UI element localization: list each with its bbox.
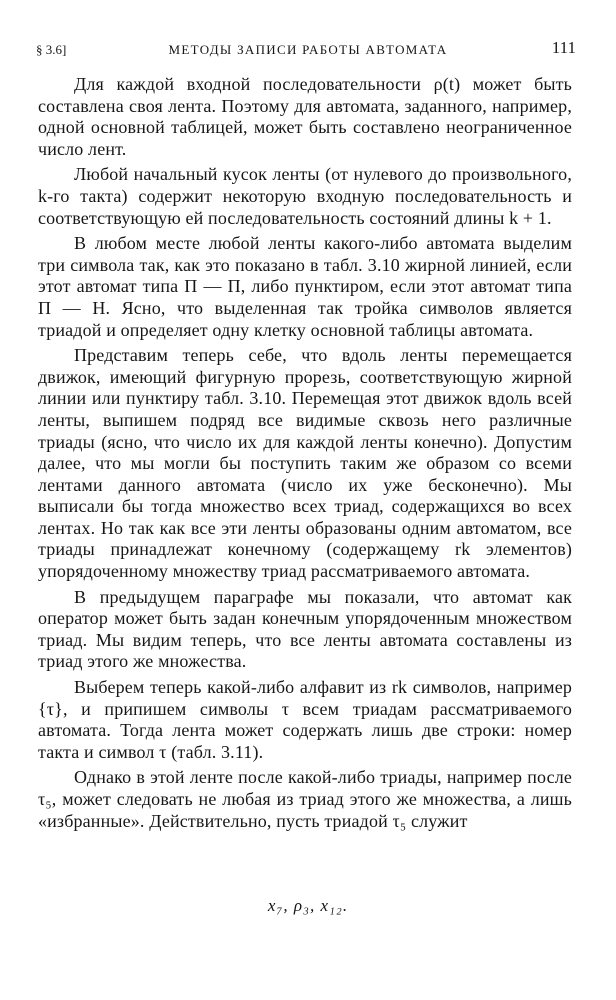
- section-number: § 3.6]: [36, 42, 67, 57]
- display-formula: x₇, ρ₃, x₁₂.: [267, 896, 349, 915]
- running-title: МЕТОДЫ ЗАПИСИ РАБОТЫ АВТОМАТА: [168, 42, 448, 57]
- paragraph-3: В любом месте любой ленты какого-либо автомата выделим три символа так, как это показано в табл. 3.10 жирной линией, если этот автомат типа П — П, либо пунктиром, если этот автомат типа П — Н. Ясно, что выделенная так тройка символов является триадой и определяет одну клетку основной таблицы автомата.: [38, 233, 572, 340]
- paragraph-4: Представим теперь себе, что вдоль ленты перемещается движок, имеющий фигурную прорезь, соответствующую жирной линии или пунктиру табл. 3.10. Перемещая этот движок вдоль всей ленты, выпишем подряд все видимые сквозь него различные триады (ясно, что число их для каждой ленты конечно). Допустим далее, что мы могли бы поступить таким же образом со всеми лентами данного автомата (число их уже бесконечно). Мы выписали бы тогда множество всех триад, содержащихся во всех лентах. Но так как все эти ленты образованы одним автоматом, все триады принадлежат конечному (содержащему rk элементов) упорядоченному множеству триад рассматриваемого автомата.: [38, 345, 572, 582]
- running-head: [36, 38, 580, 60]
- page-number: 111: [551, 38, 576, 57]
- paragraph-7: Однако в этой ленте после какой-либо триады, например после τ₅, может следовать не любая из триад этого же множества, а лишь «избранные». Действительно, пусть триадой τ₅ служит: [38, 767, 572, 831]
- paragraph-2: Любой начальный кусок ленты (от нулевого до произвольного, k-го такта) содержит некоторую входную последовательность и соответствующую ей последовательность состояний длины k + 1.: [38, 164, 572, 228]
- body-text: [38, 74, 572, 836]
- paragraph-6: Выберем теперь какой-либо алфавит из rk символов, например {τ}, и припишем символы τ всем триадам рассматриваемого автомата. Тогда лента может содержать лишь две строки: номер такта и символ τ (табл. 3.11).: [38, 677, 572, 762]
- paragraph-1: Для каждой входной последовательности ρ(t) может быть составлена своя лента. Поэтому для автомата, заданного, например, одной основной таблицей, может быть составлено неограниченное число лент.: [38, 74, 572, 159]
- paragraph-5: В предыдущем параграфе мы показали, что автомат как оператор может быть задан конечным упорядоченным множеством триад. Мы видим теперь, что все ленты автомата составлены из триад этого же множества.: [38, 586, 572, 672]
